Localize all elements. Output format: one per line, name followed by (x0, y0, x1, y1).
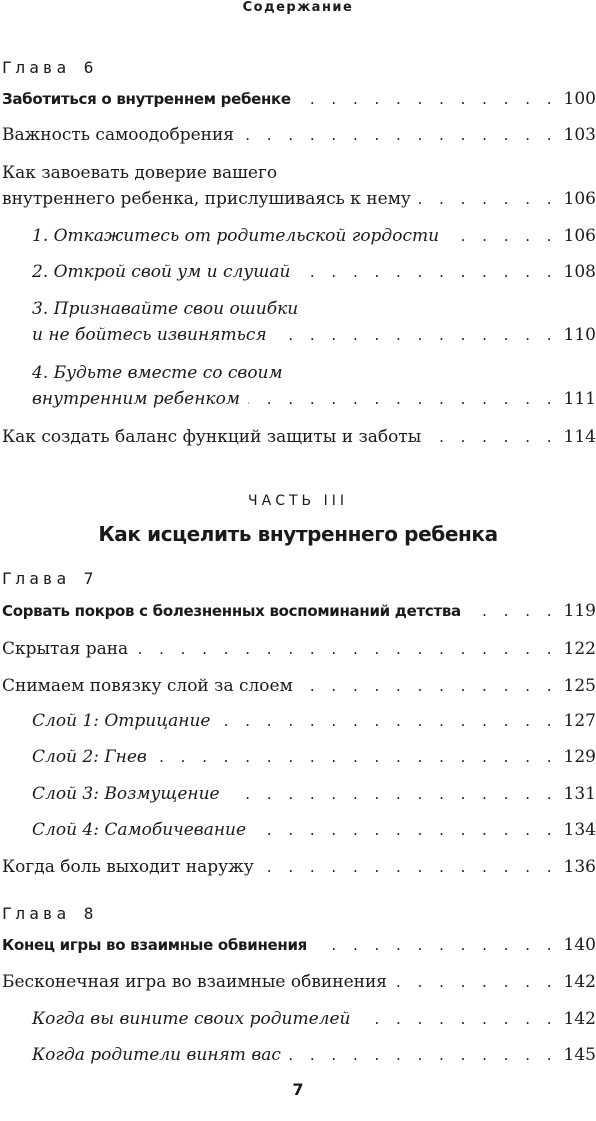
page-number: 129 (563, 747, 596, 767)
toc-entry-title: Слой 4: Самобичевание (32, 820, 247, 840)
toc-entry[interactable] (2, 854, 596, 880)
running-head: Содержание (242, 0, 354, 15)
toc-subentry[interactable] (32, 223, 596, 249)
toc-entry[interactable] (2, 122, 596, 148)
chapter-label: Глава 6 (2, 58, 98, 77)
page-number: 145 (563, 1045, 596, 1065)
toc-subentry[interactable] (32, 259, 596, 285)
toc-entry-title: Как создать баланс функций защиты и заботы (2, 427, 422, 447)
page-number: 131 (563, 784, 596, 804)
dot-leader (218, 708, 557, 734)
page-number: 136 (563, 857, 596, 877)
toc-entry-title: Слой 3: Возмущение (32, 784, 220, 804)
toc-entry-title: Бесконечная игра во взаимные обвинения (2, 972, 388, 992)
page-number: 100 (563, 89, 596, 109)
toc-entry-title: 1. Откажитесь от родительской гордости (32, 226, 440, 246)
toc-chapter-title[interactable] (2, 932, 596, 958)
part-label: ЧАСТЬ III (248, 493, 348, 509)
dot-leader (262, 854, 558, 880)
dot-leader (469, 598, 558, 624)
page-number-folio: 7 (292, 1080, 304, 1099)
part-title: Как исцелить внутреннего ребенка (98, 522, 498, 546)
toc-entry-title-line1: 4. Будьте вместе со своим (32, 363, 283, 383)
dot-leader (155, 744, 558, 770)
toc-entry-title: Слой 1: Отрицание (32, 711, 211, 731)
dot-leader (242, 122, 558, 148)
dot-leader (275, 322, 558, 348)
page-number: 119 (563, 601, 596, 621)
toc-entry[interactable] (2, 160, 596, 212)
toc-subentry[interactable] (32, 781, 596, 807)
dot-leader (248, 386, 558, 412)
page-number: 140 (563, 935, 596, 955)
dot-leader (299, 86, 558, 112)
toc-entry-title-line2: и не бойтесь извиняться (32, 325, 267, 345)
toc-entry[interactable] (2, 969, 596, 995)
toc-entry-title: Сорвать покров с болезненных воспоминаний детства (2, 602, 461, 620)
page-number: 110 (563, 325, 596, 345)
chapter-label: Глава 8 (2, 904, 98, 923)
dot-leader (298, 259, 557, 285)
dot-leader (447, 223, 558, 249)
toc-subentry[interactable] (32, 817, 596, 843)
chapter-label: Глава 7 (2, 569, 98, 588)
page-number: 103 (563, 125, 596, 145)
toc-entry[interactable] (2, 673, 596, 699)
dot-leader (429, 424, 557, 450)
dot-leader (301, 673, 558, 699)
toc-entry-title: 2. Открой свой ум и слушай (32, 262, 291, 282)
page-number: 125 (563, 676, 596, 696)
toc-entry[interactable] (2, 424, 596, 450)
toc-entry-title: Важность самоодобрения (2, 125, 235, 145)
page-number: 111 (563, 389, 596, 409)
toc-entry-title: Заботиться о внутреннем ребенке (2, 90, 291, 108)
toc-subentry[interactable] (32, 1006, 596, 1032)
toc-subentry[interactable] (32, 1042, 596, 1068)
toc-entry-title: Снимаем повязку слой за слоем (2, 676, 293, 696)
dot-leader (358, 1006, 557, 1032)
dot-leader (395, 969, 558, 995)
page-number: 122 (563, 639, 596, 659)
dot-leader (315, 932, 558, 958)
toc-entry-title-line2: внутренним ребенком (32, 389, 240, 409)
dot-leader (136, 636, 557, 662)
toc-chapter-title[interactable] (2, 86, 596, 112)
page-number: 108 (563, 262, 596, 282)
toc-entry-title-line1: Как завоевать доверие вашего (2, 163, 278, 183)
toc-entry-title: Скрытая рана (2, 639, 129, 659)
page-number: 114 (563, 427, 596, 447)
toc-entry-title: Конец игры во взаимные обвинения (2, 936, 307, 954)
toc-entry-title: Когда вы вините своих родителей (32, 1009, 351, 1029)
page-number: 134 (563, 820, 596, 840)
toc-entry[interactable] (2, 636, 596, 662)
page-number: 142 (563, 1009, 596, 1029)
dot-leader (254, 817, 558, 843)
dot-leader (228, 781, 558, 807)
page-number: 106 (563, 226, 596, 246)
dot-leader (419, 186, 558, 212)
toc-entry-title: Когда боль выходит наружу (2, 857, 254, 877)
toc-subentry[interactable] (32, 360, 596, 412)
toc-chapter-title[interactable] (2, 598, 596, 624)
toc-entry-title-line2: внутреннего ребенка, прислушиваясь к нему (2, 189, 411, 209)
toc-entry-title: Когда родители винят вас (32, 1045, 281, 1065)
page-number: 106 (563, 189, 596, 209)
toc-entry-title: Слой 2: Гнев (32, 747, 147, 767)
dot-leader (289, 1042, 558, 1068)
page-number: 142 (563, 972, 596, 992)
toc-subentry[interactable] (32, 296, 596, 348)
toc-entry-title-line1: 3. Признавайте свои ошибки (32, 299, 299, 319)
toc-subentry[interactable] (32, 708, 596, 734)
page-number: 127 (563, 711, 596, 731)
toc-subentry[interactable] (32, 744, 596, 770)
